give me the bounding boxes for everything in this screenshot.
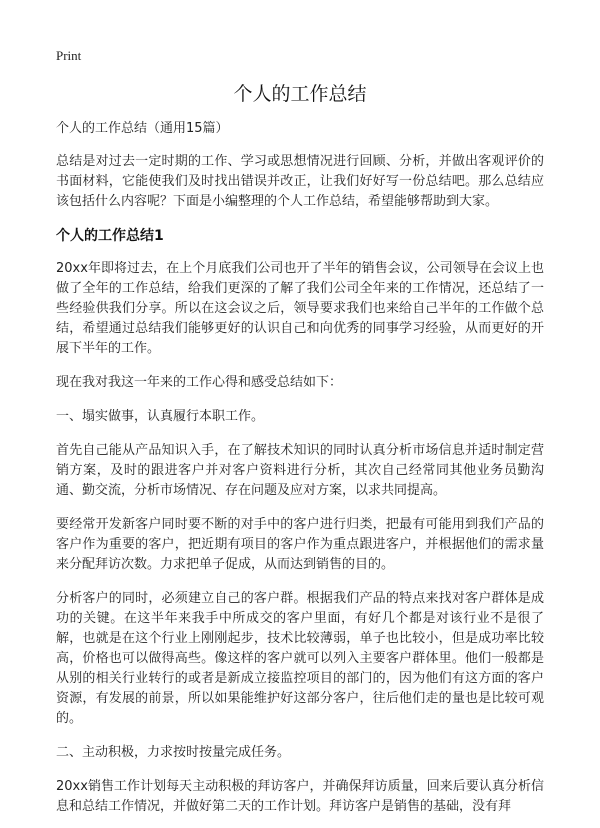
paragraph-5: 要经常开发新客户同时要不断的对手中的客户进行归类，把最有可能用到我们产品的客户作为重要的客户，把近期有项目的客户作为重点跟进客户，并根据他们的需求量来分配拜访次数。力求把单子促成，从而达到销售的目的。	[56, 517, 544, 572]
intro-paragraph: 总结是对过去一定时期的工作、学习或思想情况进行回顾、分析，并做出客观评价的书面材料，它能使我们及时找出错误并改正，让我们好好写一份总结吧。那么总结应该包括什么内容呢？下面是小编整理的个人工作总结，希望能够帮助到大家。	[56, 154, 544, 209]
document-body	[56, 119, 544, 828]
paragraph-3: 一、塌实做事，认真履行本职工作。	[56, 409, 265, 424]
document-subtitle: 个人的工作总结（通用15篇）	[56, 121, 229, 136]
paragraph-4: 首先自己能从产品知识入手，在了解技术知识的同时认真分析市场信息并适时制定营销方案，及时的跟进客户并对客户资料进行分析，其次自己经常同其他业务员勤沟通、勤交流，分析市场情况、存在问题及应对方案，以求共同提高。	[56, 443, 544, 498]
document-title: 个人的工作总结	[233, 83, 367, 105]
paragraph-2: 现在我对我这一年来的工作心得和感受总结如下：	[56, 375, 343, 390]
paragraph-7: 二、主动积极，力求按时按量完成任务。	[56, 745, 291, 760]
print-link[interactable]: Print	[56, 48, 82, 63]
section-heading-1: 个人的工作总结1	[56, 228, 164, 244]
paragraph-1: 20xx年即将过去，在上个月底我们公司也开了半年的销售会议，公司领导在会议上也做了全年的工作总结，给我们更深的了解了我们公司全年来的工作情况，还总结了一些经验供我们分享。所以在这会议之后，领导要求我们也来给自己半年的工作做个总结，希望通过总结我们能够更好的认识自己和向优秀的同事学习经验，从而更好的开展下半年的工作。	[56, 261, 544, 356]
paragraph-8: 20xx销售工作计划每天主动积极的拜访客户，并确保拜访质量，回来后要认真分析信息和总结工作情况，并做好第二天的工作计划。拜访客户是销售的基础，没有拜	[56, 779, 544, 814]
paragraph-6: 分析客户的同时，必须建立自己的客户群。根据我们产品的特点来找对客户群体是成功的关键。在这半年来我手中所成交的客户里面，有好几个都是对该行业不是很了解，也就是在这个行业上刚刚起步，技术比较薄弱，单子也比较小，但是成功率比较高，价格也可以做得高些。像这样的客户就可以列入主要客户群体里。他们一般都是从别的相关行业转行的或者是新成立接监控项目的部门的，因为他们有这方面的客户资源，有发展的前景，所以如果能维护好这部分客户，往后他们走的量也是比较可观的。	[56, 591, 544, 726]
